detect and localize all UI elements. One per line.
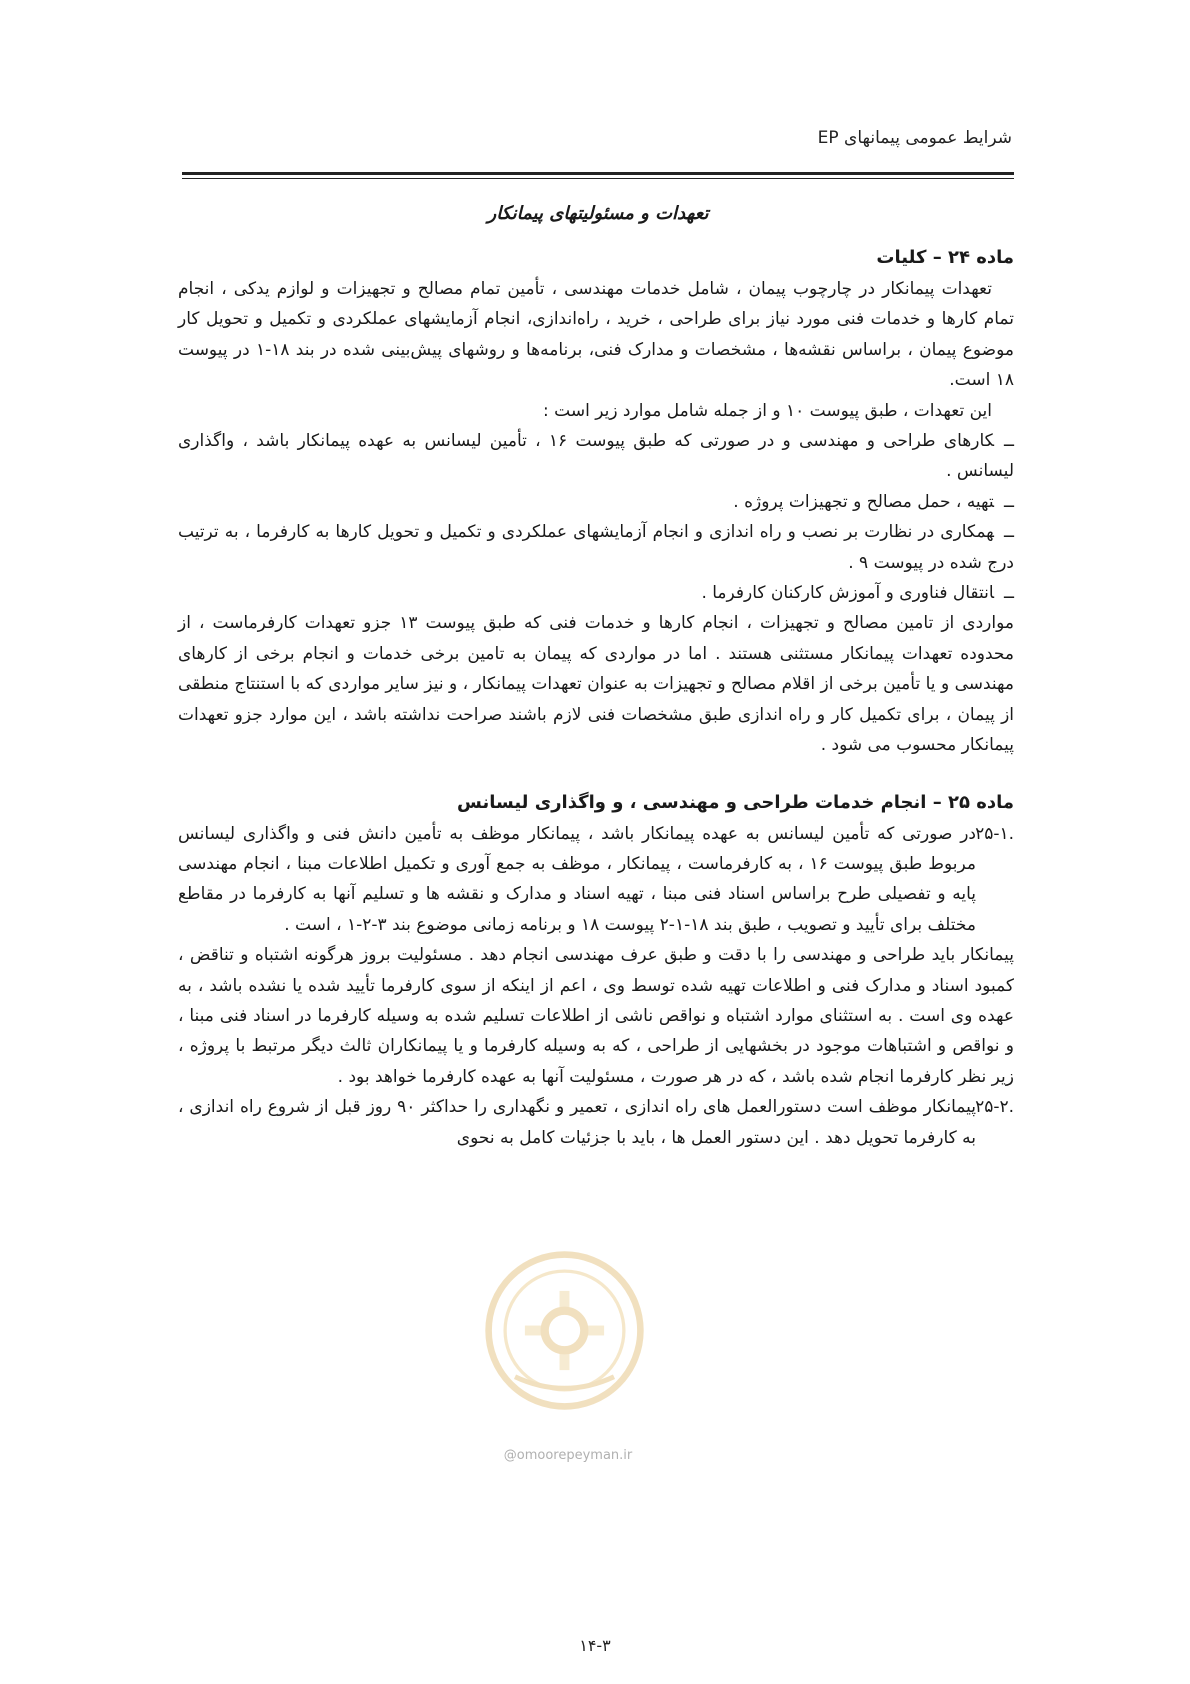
clause-number: ۲۵-۱. [975, 823, 1014, 844]
article-24-heading: ماده ۲۴ – کلیات [876, 247, 1014, 268]
article-24-paragraph-3: مواردی از تامین مصالح و تجهیزات ، انجام کارها و خدمات فنی که طبق پیوست ۱۳ جزو تعهدات کارفرماست ، از محدوده تعهدات پیمانکار مستثنی هستند . اما در مواردی که پیمان به تامین برخی خدمات و انجام برخی از کارهای مهندسی و یا تأمین برخی از اقلام مصالح و تجهیزات به عنوان تعهدات پیمانکار ، و نیز سایر مواردی که با استنتاج منطقی از پیمان ، برای تکمیل کار و راه اندازی طبق مشخصات فنی لازم باشند صراحت نداشته باشد ، این موارد جزو تعهدات پیمانکار محسوب می شود . [178, 613, 1014, 756]
clause-number: ۲۵-۲. [975, 1097, 1014, 1118]
list-item [178, 426, 1014, 487]
article-25-paragraph: پیمانکار باید طراحی و مهندسی را با دقت و طبق عرف مهندسی انجام دهد . مسئولیت بروز هرگونه اشتباه و تناقض ، کمبود اسناد و مدارک فنی و اطلاعات تهیه شده توسط وی ، اعم از اینکه از سوی کارفرما تأیید شده یا نشده باشد ، به عهده وی است . به استثنای موارد اشتباه و نواقص ناشی از اطلاعات تسلیم شده به وسیله کارفرما در اسناد فنی مبنا ، و نواقص و اشتباهات موجود در بخشهایی از طراحی ، که به وسیله کارفرما و یا پیمانکاران ثالث دیگر مرتبط با پروژه ، زیر نظر کارفرما انجام شده باشد ، که در هر صورت ، مسئولیت آنها به عهده کارفرما خواهد بود . [178, 945, 1014, 1087]
list-item [178, 487, 1014, 517]
list-item-text: تهیه ، حمل مصالح و تجهیزات پروژه . [733, 491, 995, 512]
article-24-paragraph-1: تعهدات پیمانکار در چارچوب پیمان ، شامل خدمات مهندسی ، تأمین تمام مصالح و تجهیزات و لوازم یدکی ، انجام تمام کارها و خدمات فنی مورد نیاز برای طراحی ، خرید ، راه‌اندازی، انجام آزمایشهای عملکردی و تکمیل و تحویل کار موضوع پیمان ، براساس نقشه‌ها ، مشخصات و مدارک فنی، برنامه‌ها و روشهای پیش‌بینی شده در بند ۱۸-۱ در پیوست ۱۸ است. [178, 279, 1015, 391]
page-number: ۱۴-۳ [579, 1636, 611, 1655]
article-25-heading: ماده ۲۵ – انجام خدمات طراحی و مهندسی ، و واگذاری لیسانس [457, 791, 1014, 813]
clause-text: پیمانکار موظف است دستورالعمل های راه اندازی ، تعمیر و نگهداری را حداکثر ۹۰ روز قبل از شروع راه اندازی ، به کارفرما تحویل دهد . این دستور العمل ها ، باید با جزئیات کامل به نحوی [178, 1097, 976, 1148]
section-title: تعهدات و مسئولیتهای پیمانکار [487, 203, 709, 224]
dash-bullet: ــ [1004, 522, 1014, 543]
dash-bullet: ــ [1004, 583, 1014, 604]
list-item-text: کارهای طراحی و مهندسی و در صورتی که طبق پیوست ۱۶ ، تأمین لیسانس به عهده پیمانکار باشد ، واگذاری لیسانس . [178, 431, 1014, 482]
clause-25-2 [178, 1092, 1014, 1153]
list-item-text: انتقال فناوری و آموزش کارکنان کارفرما . [701, 583, 995, 604]
article-24-paragraph-2: این تعهدات ، طبق پیوست ۱۰ و از جمله شامل موارد زیر است : [543, 400, 992, 421]
list-item [178, 578, 1014, 608]
section-spacer [178, 761, 1014, 786]
list-item-text: همکاری در نظارت بر نصب و راه اندازی و انجام آزمایشهای عملکردی و تکمیل و تحویل کارها به کارفرما ، به ترتیب درج شده در پیوست ۹ . [178, 522, 1014, 573]
clause-25-1 [178, 819, 1014, 941]
header-title: شرایط عمومی پیمانهای EP [817, 128, 1012, 148]
watermark-url: @omoorepeyman.ir [503, 1448, 633, 1463]
list-item [178, 517, 1014, 578]
clause-text: در صورتی که تأمین لیسانس به عهده پیمانکار باشد ، پیمانکار موظف به تأمین دانش فنی و واگذاری لیسانس مربوط طبق پیوست ۱۶ ، به کارفرماست ، پیمانکار ، موظف به جمع آوری و تکمیل اطلاعات مبنا ، انجام مهندسی پایه و تفصیلی طرح براساس اسناد فنی مبنا ، تهیه اسناد و مدارک و نقشه ها و تسلیم آنها به کارفرما در مقاطع مختلف برای تأیید و تصویب ، طبق بند ۱۸-۱-۲ پیوست ۱۸ و برنامه زمانی موضوع بند ۳-۲-۱ ، است . [178, 823, 977, 935]
dash-bullet: ــ [1004, 491, 1014, 512]
document-body [178, 241, 1014, 1153]
dash-bullet: ــ [1004, 431, 1014, 452]
header-double-rule [182, 172, 1014, 179]
running-header [180, 128, 1012, 148]
watermark-logo-icon [482, 1248, 647, 1413]
